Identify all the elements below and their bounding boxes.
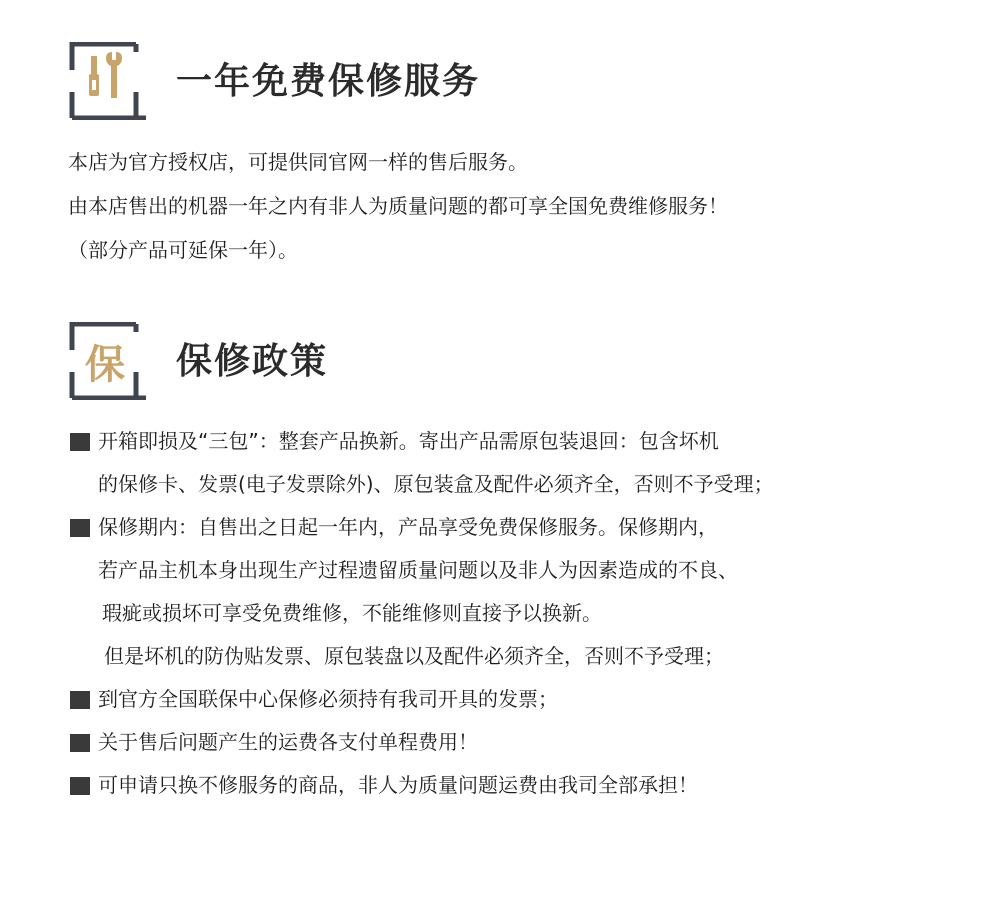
policy-line: 到官方全国联保中心保修必须持有我司开具的发票； <box>98 687 558 711</box>
square-bullet-icon <box>70 433 90 451</box>
policy-line: 可申请只换不修服务的商品，非人为质量问题运费由我司全部承担！ <box>98 773 698 797</box>
square-bullet-icon <box>70 519 90 537</box>
square-bullet-icon <box>70 734 90 752</box>
policy-item <box>68 420 968 506</box>
policy-line: 保修期内：自售出之日起一年内，产品享受免费保修服务。保修期内， <box>98 515 718 539</box>
policy-line: 若产品主机本身出现生产过程遗留质量问题以及非人为因素造成的不良、 <box>98 558 738 582</box>
intro-text <box>68 140 948 272</box>
intro-line: （部分产品可延保一年）。 <box>68 238 298 262</box>
policy-line: 关于售后问题产生的运费各支付单程费用！ <box>98 730 478 754</box>
square-bullet-icon <box>70 691 90 709</box>
tools-icon <box>68 42 148 120</box>
policy-line: 的保修卡、发票(电子发票除外)、原包装盒及配件必须齐全，否则不予受理； <box>98 472 774 496</box>
policy-item <box>68 678 968 721</box>
section-title-warranty: 一年免费保修服务 <box>176 61 481 102</box>
policy-item <box>68 764 968 807</box>
policy-line: 瑕疵或损坏可享受免费维修，不能维修则直接予以换新。 <box>102 601 602 625</box>
intro-line: 由本店售出的机器一年之内有非人为质量问题的都可享全国免费维修服务！ <box>68 194 728 218</box>
square-bullet-icon <box>70 777 90 795</box>
policy-line: 开箱即损及“三包”：整套产品换新。寄出产品需原包装退回：包含坏机 <box>98 429 719 453</box>
intro-line: 本店为官方授权店，可提供同官网一样的售后服务。 <box>68 150 528 174</box>
bao-badge-char: 保 <box>85 342 125 388</box>
section-header-warranty <box>68 42 868 122</box>
policy-item <box>68 506 968 678</box>
policy-list <box>68 420 968 807</box>
section-title-policy: 保修政策 <box>176 341 329 382</box>
section-header-policy <box>68 322 868 402</box>
policy-item <box>68 721 968 764</box>
policy-line: 但是坏机的防伪贴发票、原包装盘以及配件必须齐全，否则不予受理； <box>104 644 724 668</box>
bao-badge-icon <box>68 322 148 400</box>
